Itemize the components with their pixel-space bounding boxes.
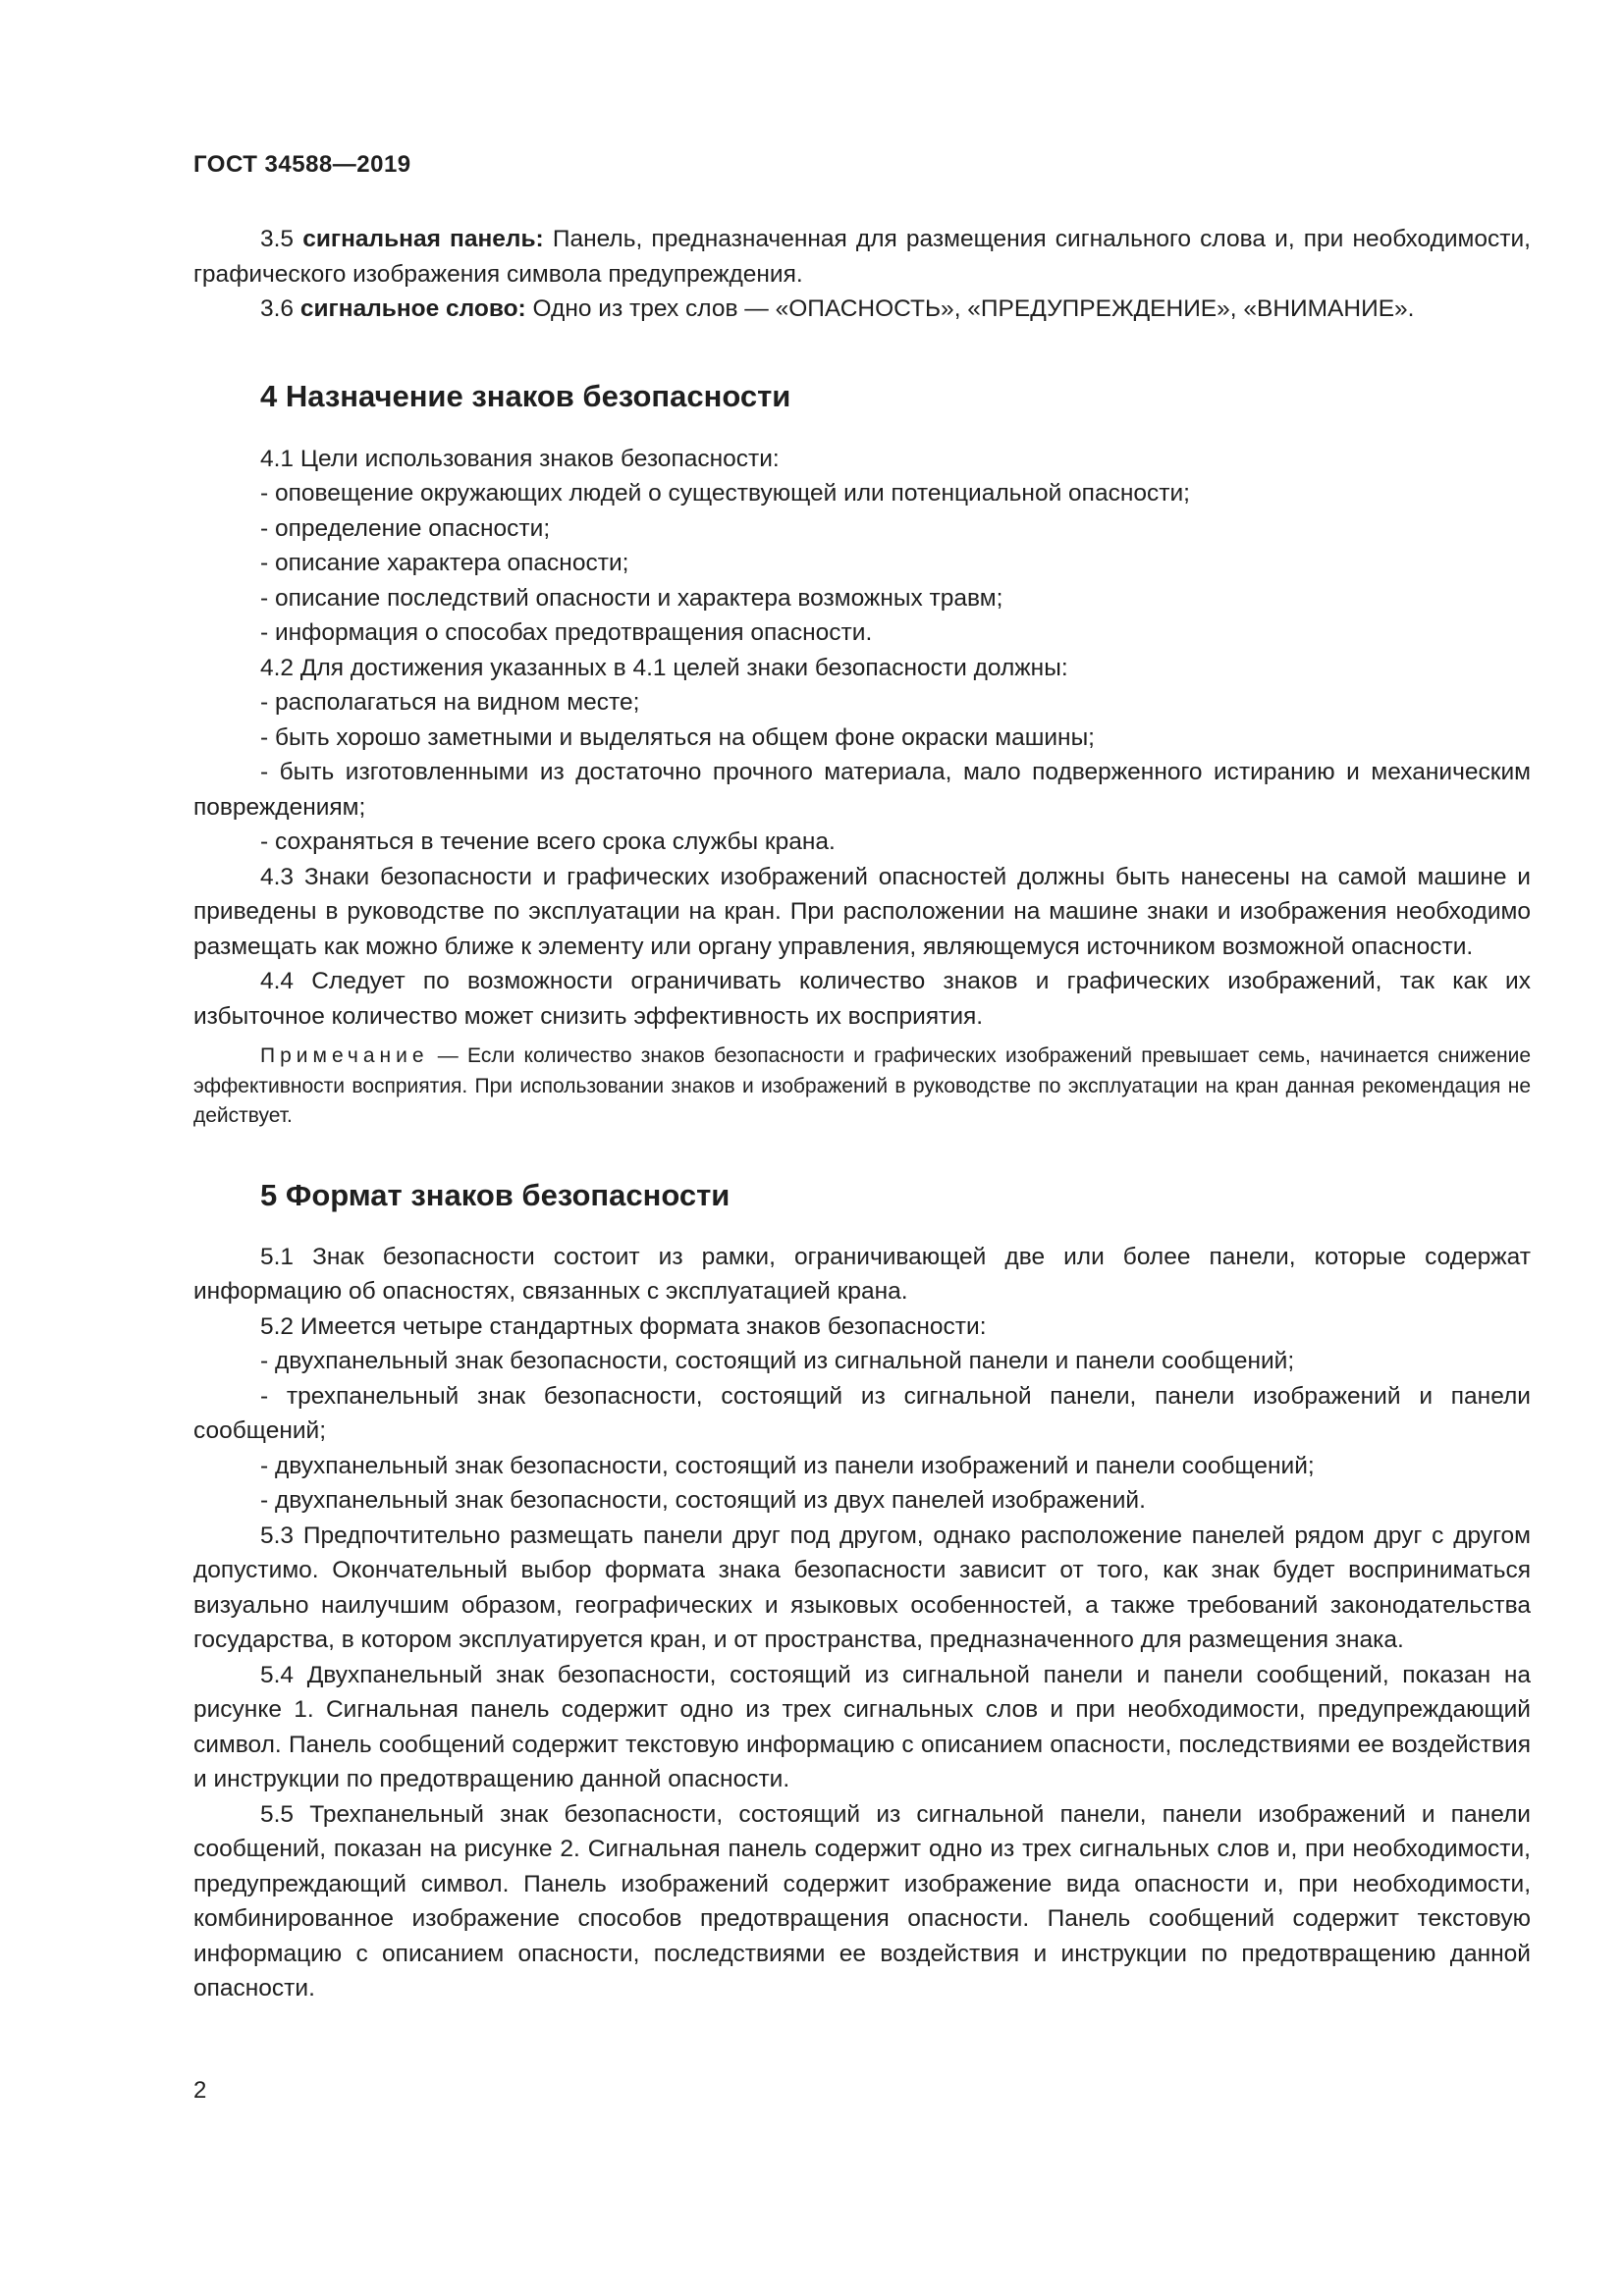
section-4-heading: 4 Назначение знаков безопасности [260, 378, 791, 413]
list-item: - описание последствий опасности и характера возможных травм; [260, 584, 1003, 612]
paragraph-5-1: 5.1 Знак безопасности состоит из рамки, ограничивающей две или более панели, которые содержат информацию об опасностях, связанных с эксплуатацией крана. [193, 1243, 1531, 1305]
paragraph-4-1: 4.1 Цели использования знаков безопасности: [260, 445, 780, 472]
note-label: Примечание [260, 1044, 429, 1067]
note [193, 1041, 1531, 1132]
list-item: - трехпанельный знак безопасности, состоящий из сигнальной панели, панели изображений и панели сообщений; [193, 1382, 1531, 1444]
page-number: 2 [193, 2077, 207, 2104]
list-item: - сохраняться в течение всего срока службы крана. [260, 828, 836, 855]
definition-3-5 [193, 222, 1531, 292]
list-item: - описание характера опасности; [260, 550, 629, 576]
paragraph-5-2: 5.2 Имеется четыре стандартных формата знаков безопасности: [260, 1312, 987, 1340]
list-item: - быть изготовленными из достаточно прочного материала, мало подверженного истиранию и механическим повреждениям; [193, 759, 1531, 821]
list-item: - оповещение окружающих людей о существующей или потенциальной опасности; [260, 480, 1190, 507]
paragraph-4-4: 4.4 Следует по возможности ограничивать количество знаков и графических изображений, так как их избыточное количество может снизить эффективность их восприятия. [193, 968, 1531, 1030]
list-item: - двухпанельный знак безопасности, состоящий из панели изображений и панели сообщений; [260, 1452, 1315, 1479]
paragraph-5-5: 5.5 Трехпанельный знак безопасности, состоящий из сигнальной панели, панели изображений и панели сообщений, показан на рисунке 2. Сигнальная панель содержит одно из трех сигнальных слов и, при необходимости, предупреждающий символ. Панель изображений содержит изображение вида опасности и, при необходимости, комбинированное изображение способов предотвращения опасности. Панель сообщений содержит текстовую информацию с описанием опасности, последствиями ее воздействия и инструкции по предотвращению данной опасности. [193, 1800, 1531, 2002]
list-item: - определение опасности; [260, 514, 551, 542]
document-body [193, 222, 1531, 2006]
definition-number: 3.6 [260, 295, 295, 322]
definition-term: сигнальное слово: [299, 295, 526, 322]
list-item: - располагаться на видном месте; [260, 689, 640, 716]
note-text: — Если количество знаков безопасности и графических изображений превышает семь, начинается снижение эффективности восприятия. При использовании знаков и изображений в руководстве по эксплуатации на кран данная рекомендация не действует. [193, 1044, 1531, 1127]
document-header: ГОСТ 34588—2019 [193, 151, 411, 178]
paragraph-4-3: 4.3 Знаки безопасности и графических изображений опасностей должны быть нанесены на самой машине и приведены в руководстве по эксплуатации на кран. При расположении на машине знаки и изображения необходимо размещать как можно ближе к элементу или органу управления, являющемуся источником возможной опасности. [193, 863, 1531, 960]
paragraph-5-3: 5.3 Предпочтительно размещать панели друг под другом, однако расположение панелей рядом друг с другом допустимо. Окончательный выбор формата знака безопасности зависит от того, как знак будет восприниматься визуально наилучшим образом, географических и языковых особенностей, а также требований законодательства государства, в котором эксплуатируется кран, и от пространства, предназначенного для размещения знака. [193, 1522, 1531, 1653]
definition-term: сигнальная панель: [302, 226, 544, 252]
definition-text: Одно из трех слов — «ОПАСНОСТЬ», «ПРЕДУПРЕЖДЕНИЕ», «ВНИМАНИЕ». [532, 295, 1415, 322]
list-item: - двухпанельный знак безопасности, состоящий из двух панелей изображений. [260, 1487, 1146, 1514]
section-5-heading: 5 Формат знаков безопасности [260, 1177, 731, 1212]
list-item: - двухпанельный знак безопасности, состоящий из сигнальной панели и панели сообщений; [260, 1348, 1295, 1374]
definition-text: Панель, предназначенная для размещения сигнального слова и, при необходимости, графического изображения символа предупреждения. [193, 226, 1531, 288]
list-item: - быть хорошо заметными и выделяться на общем фоне окраски машины; [260, 723, 1095, 751]
paragraph-5-4: 5.4 Двухпанельный знак безопасности, состоящий из сигнальной панели и панели сообщений, показан на рисунке 1. Сигнальная панель содержит одно из трех сигнальных слов и при необходимости, предупреждающий символ. Панель сообщений содержит текстовую информацию с описанием опасности, последствиями ее воздействия и инструкции по предотвращению данной опасности. [193, 1661, 1531, 1792]
definition-3-6 [193, 292, 1531, 327]
paragraph-4-2: 4.2 Для достижения указанных в 4.1 целей знаки безопасности должны: [260, 654, 1068, 681]
list-item: - информация о способах предотвращения опасности. [260, 619, 873, 646]
definition-number: 3.5 [260, 226, 295, 252]
